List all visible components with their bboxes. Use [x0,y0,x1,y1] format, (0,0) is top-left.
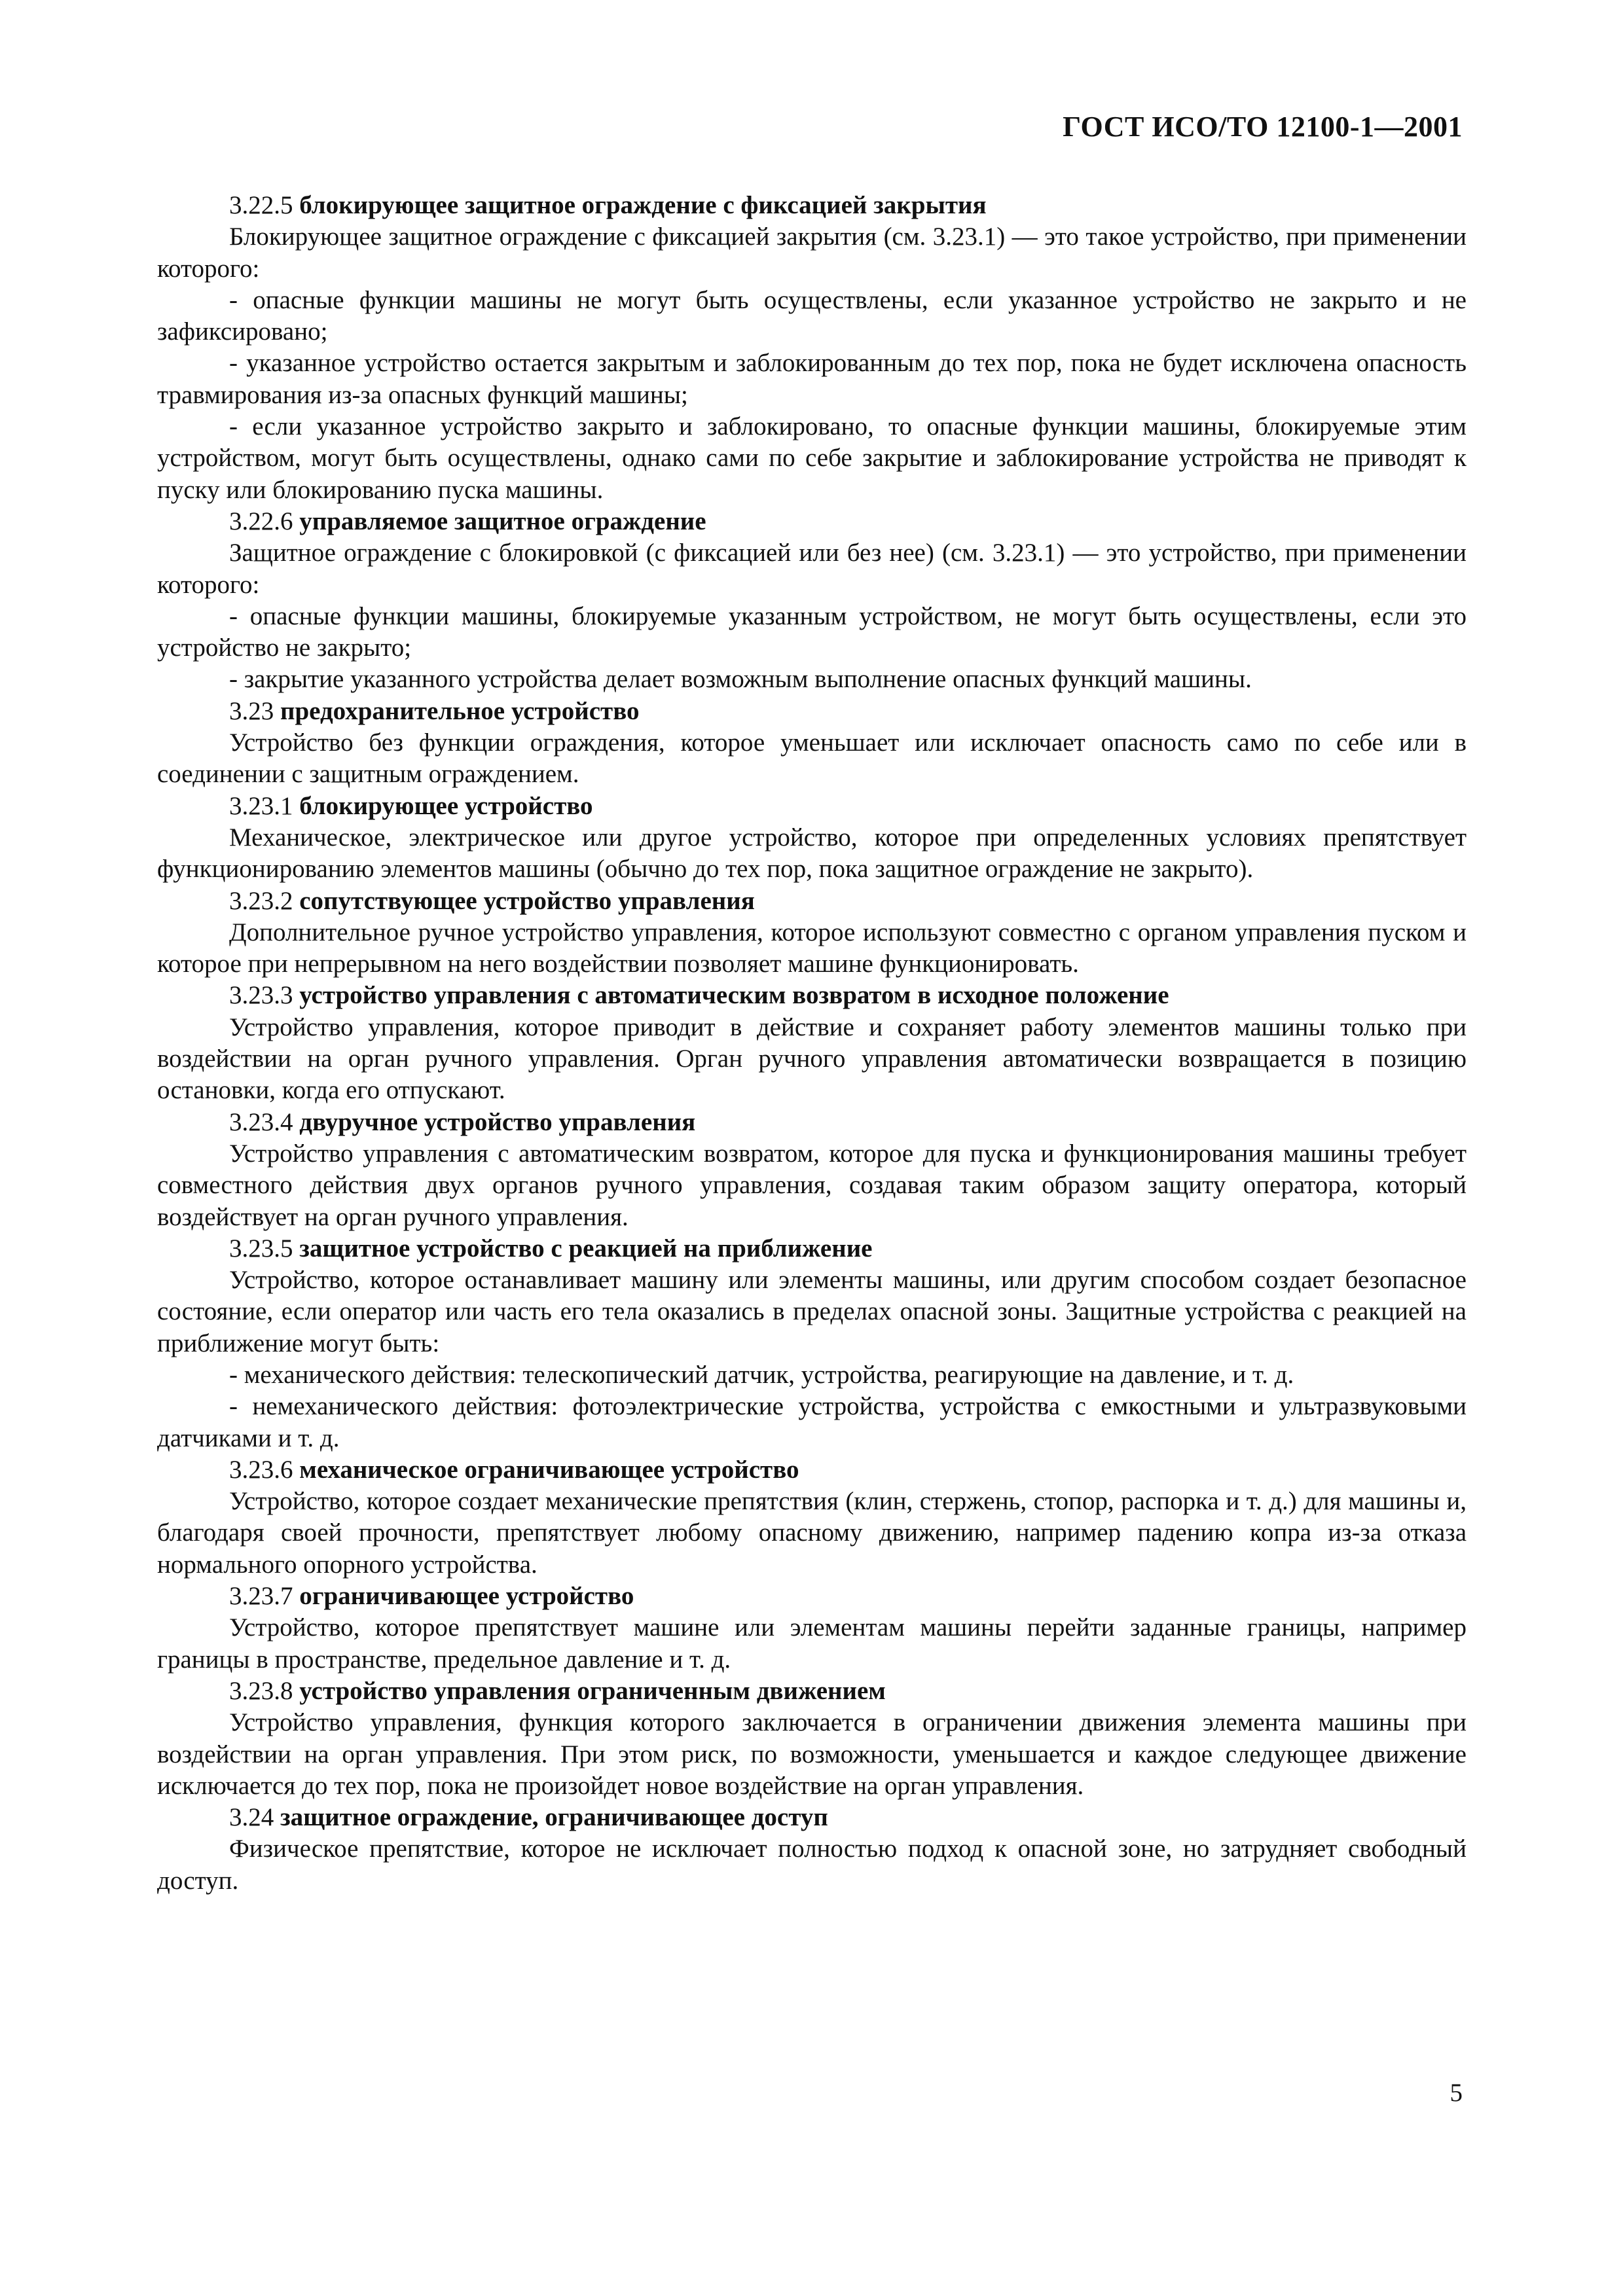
body-paragraph: Устройство, которое останавливает машину или элементы машины, или другим способом создает безопасное состояние, если оператор или часть его тела оказались в пределах опасной зоны. Защитные устройства с реакцией на приближение могут быть: [157,1266,1467,1357]
body-paragraph: - немеханического действия: фотоэлектрические устройства, устройства с емкостными и ультразвуковыми датчиками и т. д. [157,1392,1467,1452]
body-paragraph: Защитное ограждение с блокировкой (с фиксацией или без нее) (см. 3.23.1) — это устройство, при применении которого: [157,539,1467,599]
page-number: 5 [1450,2079,1463,2107]
term-number: 3.23.8 [229,1676,293,1705]
term-heading [157,1107,1467,1138]
body-paragraph: Блокирующее защитное ограждение с фиксацией закрытия (см. 3.23.1) — это такое устройство, при применении которого: [157,223,1467,283]
body-paragraph: Физическое препятствие, которое не исключает полностью подход к опасной зоне, но затрудняет свободный доступ. [157,1835,1467,1895]
term-number: 3.23 [229,696,274,725]
term-title: механическое ограничивающее устройство [299,1455,799,1484]
term-title: сопутствующее устройство управления [299,886,755,915]
body-paragraph: - опасные функции машины, блокируемые указанным устройством, не могут быть осуществлены, если это устройство не закрыто; [157,601,1467,662]
term-number: 3.23.2 [229,886,293,915]
term-title: устройство управления ограниченным движением [299,1676,886,1705]
term-heading [157,190,1467,221]
term-title: предохранительное устройство [280,696,640,725]
body-paragraph: - указанное устройство остается закрытым и заблокированным до тех пор, пока не будет исключена опасность травмирования из-за опасных функций машины; [157,349,1467,409]
body-paragraph: - если указанное устройство закрыто и заблокировано, то опасные функции машины, блокируемые этим устройством, могут быть осуществлены, однако сами по себе закрытие и заблокирование устройства не приводят к пуску или блокированию пуска машины. [157,412,1467,504]
body-paragraph: Устройство без функции ограждения, которое уменьшает или исключает опасность само по себе или в соединении с защитным ограждением. [157,728,1467,789]
body-paragraph: Устройство, которое создает механические препятствия (клин, стержень, стопор, распорка и т. д.) для машины и, благодаря своей прочности, препятствует любому опасному движению, например падению копра из-за отказа нормального опорного устройства. [157,1487,1467,1579]
term-number: 3.23.3 [229,981,293,1010]
body-paragraph: Устройство, которое препятствует машине или элементам машины перейти заданные границы, например границы в пространстве, предельное давление и т. д. [157,1613,1467,1674]
term-heading [157,1581,1467,1612]
term-title: устройство управления с автоматическим возвратом в исходное положение [299,981,1169,1010]
term-title: ограничивающее устройство [299,1582,634,1611]
term-title: управляемое защитное ограждение [299,507,706,535]
term-heading [157,1802,1467,1833]
term-heading [157,1676,1467,1707]
term-heading [157,980,1467,1011]
body-paragraph: - механического действия: телескопический датчик, устройства, реагирующие на давление, и т. д. [229,1360,1294,1389]
term-title: защитное ограждение, ограничивающее доступ [280,1803,828,1832]
document-body [157,190,1467,1897]
term-heading [157,696,1467,727]
term-heading [157,1233,1467,1265]
body-paragraph: Механическое, электрическое или другое устройство, которое при определенных условиях препятствует функционированию элементов машины (обычно до тех пор, пока защитное ограждение не закрыто). [157,823,1467,884]
term-title: блокирующее защитное ограждение с фиксацией закрытия [299,191,987,219]
term-number: 3.22.5 [229,191,293,219]
term-heading [157,886,1467,917]
body-paragraph: Дополнительное ручное устройство управления, которое используют совместно с органом управления пуском и которое при непрерывном на него воздействии позволяет машине функционировать. [157,918,1467,978]
body-paragraph: Устройство управления, функция которого заключается в ограничении движения элемента машины при воздействии на орган управления. При этом риск, по возможности, уменьшается и каждое следующее движение исключается до тех пор, пока не произойдет новое воздействие на орган управления. [157,1708,1467,1800]
term-heading [157,1454,1467,1486]
body-paragraph: - опасные функции машины не могут быть осуществлены, если указанное устройство не закрыто и не зафиксировано; [157,285,1467,346]
term-heading [157,506,1467,537]
term-number: 3.23.4 [229,1107,293,1136]
term-number: 3.23.1 [229,791,293,820]
term-number: 3.22.6 [229,507,293,535]
term-number: 3.23.6 [229,1455,293,1484]
term-title: блокирующее устройство [299,791,593,820]
body-paragraph: Устройство управления, которое приводит в действие и сохраняет работу элементов машины только при воздействии на орган ручного управления. Орган ручного управления автоматически возвращается в позицию остановки, когда его отпускают. [157,1013,1467,1105]
term-heading [157,791,1467,822]
term-number: 3.24 [229,1803,274,1832]
term-title: защитное устройство с реакцией на приближение [299,1234,873,1263]
document-header: ГОСТ ИСО/ТО 12100-1—2001 [1063,111,1463,143]
term-title: двуручное устройство управления [299,1107,696,1136]
body-paragraph: Устройство управления с автоматическим возвратом, которое для пуска и функционирования машины требует совместного действия двух органов ручного управления, создавая таким образом защиту оператора, который воздействует на орган ручного управления. [157,1139,1467,1231]
body-paragraph: - закрытие указанного устройства делает возможным выполнение опасных функций машины. [229,665,1252,694]
term-number: 3.23.7 [229,1582,293,1611]
term-number: 3.23.5 [229,1234,293,1263]
